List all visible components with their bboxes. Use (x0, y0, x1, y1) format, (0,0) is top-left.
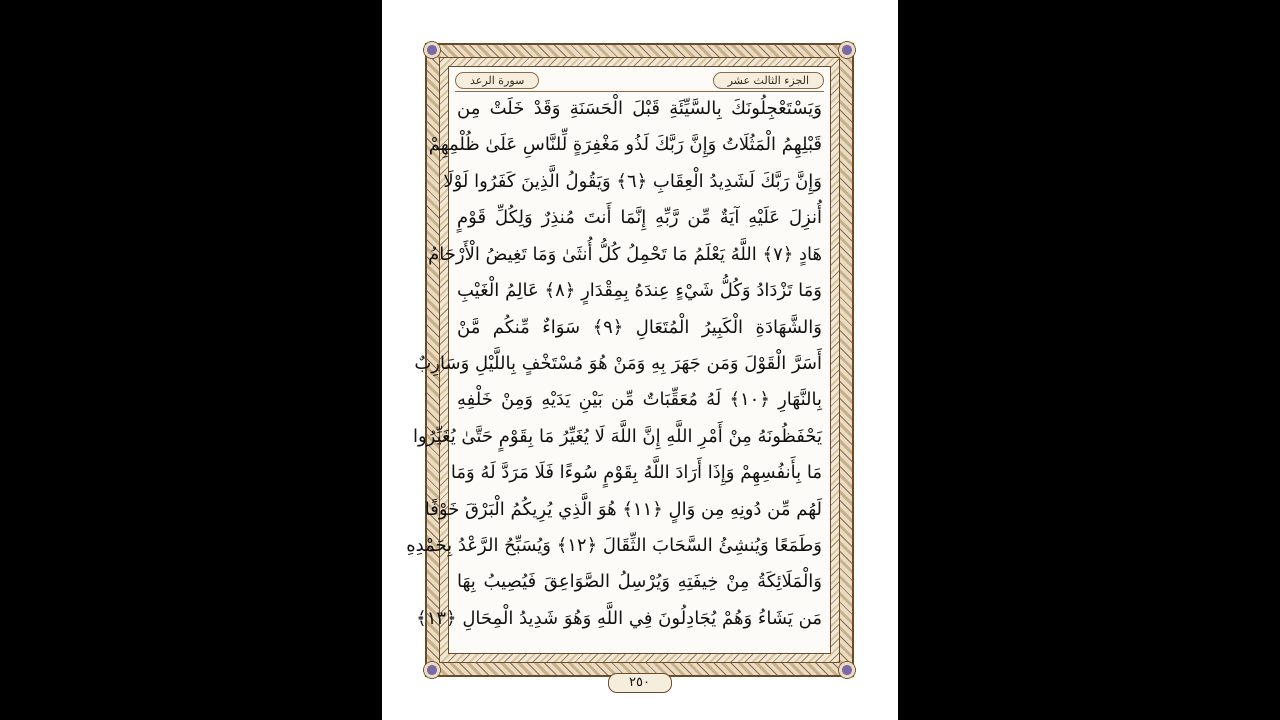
verse-line: بِالنَّهَارِ ﴿١٠﴾ لَهُ مُعَقِّبَاتٌ مِّن بَيْنِ يَدَيْهِ وَمِنْ خَلْفِهِ (457, 389, 822, 411)
verse-line: وَيَسْتَعْجِلُونَكَ بِالسَّيِّئَةِ قَبْلَ الْحَسَنَةِ وَقَدْ خَلَتْ مِن (457, 98, 822, 119)
text-panel (406, 66, 831, 654)
verse-line: وَمَا تَزْدَادُ وَكُلُّ شَيْءٍ عِندَهُ بِمِقْدَارٍ ﴿٨﴾ عَالِمُ الْغَيْبِ (457, 280, 822, 302)
verse-line: هَادٍ ﴿٧﴾ اللَّهُ يَعْلَمُ مَا تَحْمِلُ كُلُّ أُنثَىٰ وَمَا تَغِيضُ الْأَرْحَامُ (428, 243, 822, 265)
verse-line: وَطَمَعًا وَيُنشِئُ السَّحَابَ الثِّقَالَ ﴿١٢﴾ وَيُسَبِّحُ الرَّعْدُ بِحَمْدِهِ (406, 535, 822, 557)
page-header (455, 69, 824, 92)
verse-line: وَالْمَلَائِكَةُ مِنْ خِيفَتِهِ وَيُرْسِلُ الصَّوَاعِقَ فَيُصِيبُ بِهَا (457, 571, 822, 593)
juz-name: الجزء الثالث عشر (713, 72, 824, 89)
surah-name: سورة الرعد (455, 72, 539, 89)
ornamental-border (406, 57, 840, 663)
page-number: ٢٥٠ (608, 673, 672, 693)
verse-line: وَإِنَّ رَبَّكَ لَشَدِيدُ الْعِقَابِ ﴿٦﴾ وَيَقُولُ الَّذِينَ كَفَرُوا لَوْلَا (443, 170, 822, 192)
verse-line: أُنزِلَ عَلَيْهِ آيَةٌ مِّن رَّبِّهِ إِنَّمَا أَنتَ مُنذِرٌ وَلِكُلِّ قَوْمٍ (457, 207, 822, 229)
verse-text-block (406, 97, 822, 631)
verse-line: مَن يَشَاءُ وَهُمْ يُجَادِلُونَ فِي اللَّهِ وَهُوَ شَدِيدُ الْمِحَالِ ﴿١٣﴾ (416, 607, 822, 629)
verse-line: وَالشَّهَادَةِ الْكَبِيرُ الْمُتَعَالِ ﴿٩﴾ سَوَاءٌ مِّنكُم مَّنْ (457, 316, 822, 338)
verse-line: لَهُم مِّن دُونِهِ مِن وَالٍ ﴿١١﴾ هُوَ الَّذِي يُرِيكُمُ الْبَرْقَ خَوْفًا (424, 498, 822, 520)
verse-line: مَا بِأَنفُسِهِمْ وَإِذَا أَرَادَ اللَّهُ بِقَوْمٍ سُوءًا فَلَا مَرَدَّ لَهُ وَمَا (450, 462, 822, 484)
verse-line: يَحْفَظُونَهُ مِنْ أَمْرِ اللَّهِ إِنَّ اللَّهَ لَا يُغَيِّرُ مَا بِقَوْمٍ حَتَّىٰ يُغَيِّرُوا (412, 425, 822, 447)
verse-line: قَبْلِهِمُ الْمَثُلَاتُ وَإِنَّ رَبَّكَ لَذُو مَغْفِرَةٍ لِّلنَّاسِ عَلَىٰ ظُلْمِهِمْ (428, 134, 822, 156)
mushaf-page-frame (406, 43, 854, 690)
verse-line: أَسَرَّ الْقَوْلَ وَمَن جَهَرَ بِهِ وَمَنْ هُوَ مُسْتَخْفٍ بِاللَّيْلِ وَسَارِبٌ (414, 352, 822, 374)
